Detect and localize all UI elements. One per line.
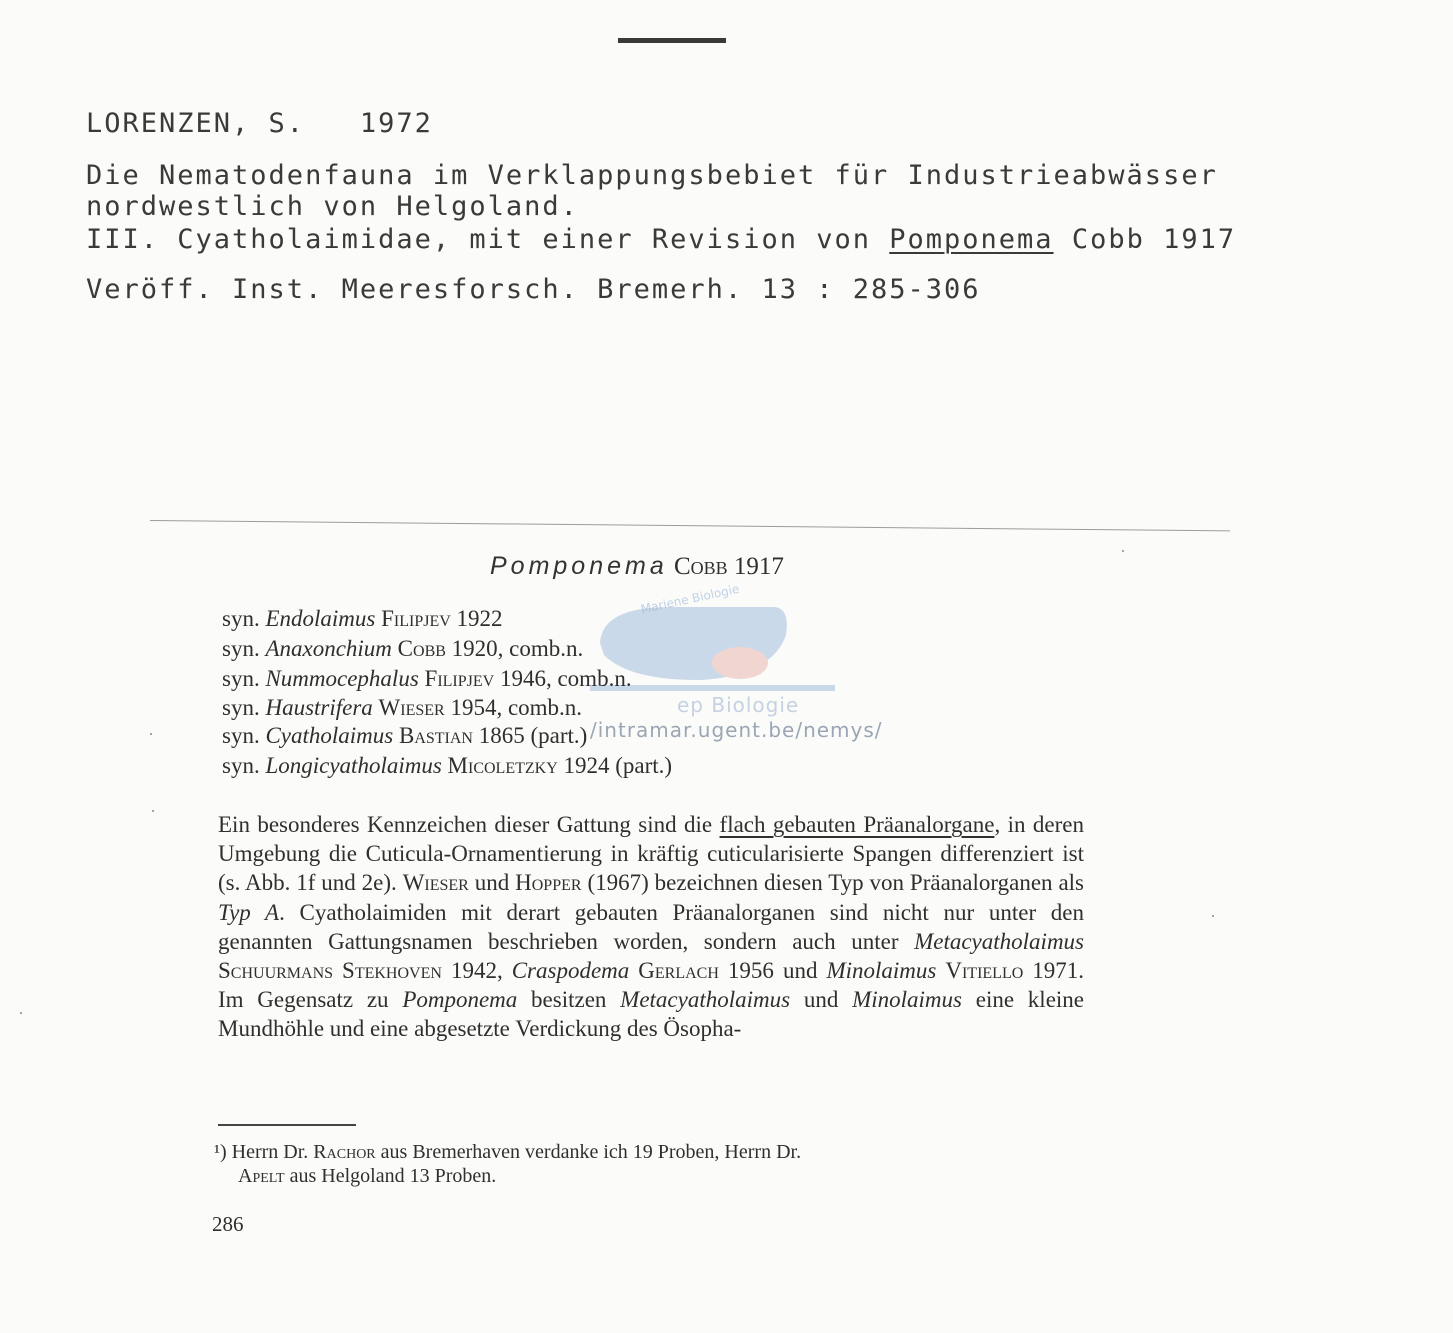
synonym-line: [222, 664, 632, 694]
card-title-line-1: Die Nematodenfauna im Verklappungsbebiet für Industrieabwässer: [86, 160, 1218, 191]
synonym-author: Wieser: [378, 695, 445, 720]
card-author: LORENZEN, S.: [86, 108, 306, 139]
synonym-prefix: syn.: [222, 666, 260, 691]
scan-speck: [152, 810, 154, 812]
synonym-author: Cobb: [397, 636, 446, 661]
card-citation: Veröff. Inst. Meeresforsch. Bremerh. 13 : 285-306: [86, 274, 981, 305]
scan-speck: [150, 733, 152, 735]
scan-speck: [20, 1012, 22, 1014]
body-paragraph: Ein besonderes Kennzeichen dieser Gattung sind die flach gebauten Präanalorgane, in deren Umgebung die Cuticula-Ornamentierung in kräftig cuticularisierte Spangen differenziert ist (s. Abb. 1f und 2e). Wieser und Hopper (1967) bezeichnen diesen Typ von Präanalorganen als Typ A. Cyatholaimiden mit derart gebauten Präanalorganen sind nicht nur unter den genannten Gattungsnamen beschrieben worden, sondern auch unter Metacyatholaimus Schuurmans Stekhoven 1942, Craspodema Gerlach 1956 und Minolaimus Vitiello 1971. Im Gegensatz zu Pomponema besitzen Metacyatholaimus und Minolaimus eine kleine Mundhöhle und eine abgesetzte Verdickung des Ösopha-: [218, 812, 1085, 1042]
card-author-line: [86, 108, 433, 140]
synonym-name: Anaxonchium: [265, 636, 392, 661]
watermark-band-text: ep Biologie: [677, 693, 800, 717]
synonym-line: [222, 721, 587, 751]
synonym-line: [222, 604, 503, 634]
watermark-url: /intramar.ugent.be/nemys/: [590, 718, 883, 742]
synonym-rest: 1920, comb.n.: [451, 636, 584, 661]
synonym-author: Micoletzky: [447, 753, 558, 778]
footnote-marker: ¹): [214, 1141, 227, 1163]
synonym-rest: 1946, comb.n.: [499, 666, 632, 691]
watermark-arc-text: Mariene Biologie: [639, 581, 741, 617]
page-number: 286: [212, 1212, 244, 1236]
synonym-line: [222, 751, 672, 781]
genus-heading-author: Cobb 1917: [674, 553, 784, 580]
synonym-rest: 1954, comb.n.: [450, 695, 583, 720]
synonym-line: [222, 634, 583, 664]
card-title-line-2: nordwestlich von Helgoland.: [86, 191, 579, 222]
scan-speck: [1122, 550, 1124, 552]
genus-heading: [490, 552, 784, 581]
synonym-line: [222, 693, 582, 723]
synonym-name: Nummocephalus: [265, 666, 419, 691]
synonym-author: Bastian: [398, 723, 473, 748]
underlined-phrase: flach gebauten Präanalorgane: [719, 812, 995, 837]
top-bar-mark: [618, 38, 726, 43]
synonym-rest: 1865 (part.): [478, 723, 588, 748]
card-title-line-3-suffix: Cobb 1917: [1053, 224, 1237, 255]
synonym-name: Longicyatholaimus: [265, 753, 442, 778]
synonym-author: Filipjev: [424, 666, 495, 691]
synonym-prefix: syn.: [222, 606, 260, 631]
synonym-name: Cyatholaimus: [265, 723, 394, 748]
synonym-name: Endolaimus: [265, 606, 376, 631]
synonym-name: Haustrifera: [265, 695, 373, 720]
synonym-prefix: syn.: [222, 695, 260, 720]
synonym-author: Filipjev: [381, 606, 451, 631]
footnote-rule: [218, 1124, 356, 1126]
card-title-line-3: [86, 224, 1236, 256]
synonym-prefix: syn.: [222, 723, 260, 748]
genus-heading-name: Pomponema: [490, 552, 668, 580]
synonym-prefix: syn.: [222, 636, 260, 661]
synonym-rest: 1922: [456, 606, 503, 631]
card-title-line-3-prefix: III. Cyatholaimidae, mit einer Revision von: [86, 224, 890, 255]
page-top-rule: [150, 520, 1230, 531]
card-title-genus: Pomponema: [889, 224, 1054, 255]
synonym-rest: 1924 (part.): [563, 753, 673, 778]
synonym-prefix: syn.: [222, 753, 260, 778]
card-year: 1972: [359, 108, 433, 139]
scan-speck: [1212, 915, 1214, 917]
footnote: ¹) Herrn Dr. Rachor aus Bremerhaven verdanke ich 19 Proben, Herrn Dr. Apelt aus Helgoland 13 Proben.: [214, 1141, 802, 1187]
